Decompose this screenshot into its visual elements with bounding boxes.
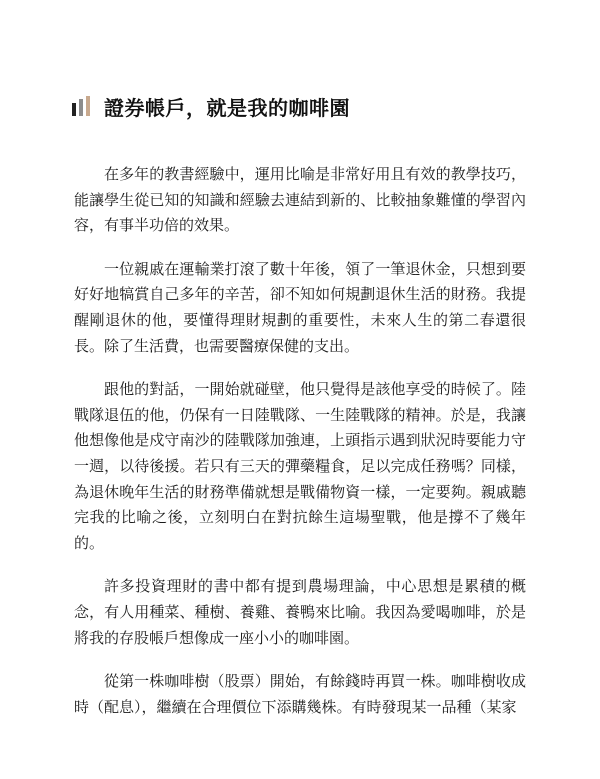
paragraph: 一位親戚在運輸業打滾了數十年後，領了一筆退休金，只想到要好好地犒賞自己多年的辛苦，卻不知如何規劃退休生活的財務。我提醒剛退休的他，要懂得理財規劃的重要性，未來人生的第二春還很長。除了生活費，也需要醫療保健的支出。 [74, 259, 526, 355]
paragraph: 許多投資理財的書中都有提到農場理論，中心思想是累積的概念，有人用種菜、種樹、養雞、養鴨來比喻。我因為愛喝咖啡，於是將我的存股帳戶想像成一座小小的咖啡園。 [74, 577, 526, 647]
bar-chart-icon-bar [72, 103, 76, 116]
section-header [72, 92, 350, 120]
page-title: 證券帳戶，就是我的咖啡園 [104, 95, 350, 120]
paragraph: 從第一株咖啡樹（股票）開始，有餘錢時再買一株。咖啡樹收成時（配息），繼續在合理價位下添購幾株。有時發現某一品種（某家 [74, 672, 526, 716]
bar-chart-icon-bar [86, 96, 90, 116]
bar-chart-icon-bar [79, 99, 83, 116]
paragraph: 在多年的教書經驗中，運用比喻是非常好用且有效的教學技巧，能讓學生從已知的知識和經驗去連結到新的、比較抽象難懂的學習內容，有事半功倍的效果。 [74, 165, 526, 235]
bar-chart-icon [72, 96, 90, 116]
article-body [74, 162, 526, 738]
paragraph: 跟他的對話，一開始就碰壁，他只覺得是該他享受的時候了。陸戰隊退伍的他，仍保有一日陸戰隊、一生陸戰隊的精神。於是，我讓他想像他是戍守南沙的陸戰隊加強連，上頭指示遇到狀況時要能力守一週，以待後援。若只有三天的彈藥糧食，足以完成任務嗎？同樣，為退休晚年生活的財務準備就想是戰備物資一樣，一定要夠。親戚聽完我的比喻之後，立刻明白在對抗餘生這場聖戰，他是撐不了幾年的。 [74, 380, 526, 552]
